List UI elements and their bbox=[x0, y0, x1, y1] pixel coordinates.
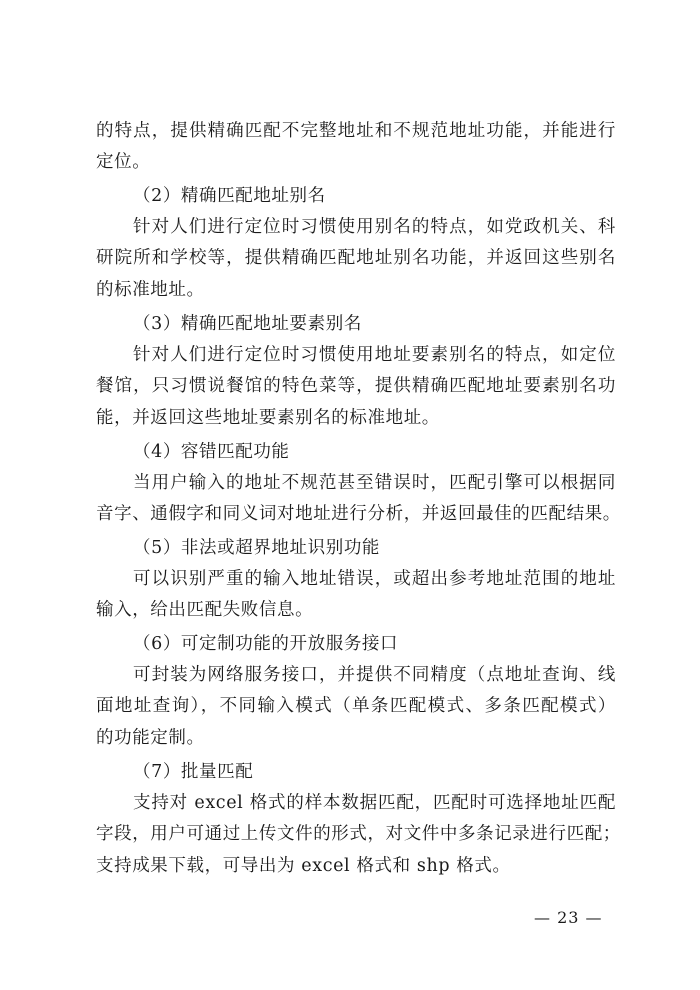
paragraph-line: 研院所和学校等，提供精确匹配地址别名功能，并返回这些别名 bbox=[96, 248, 616, 268]
paragraph-line: 能，并返回这些地址要素别名的标准地址。 bbox=[96, 408, 440, 428]
section-heading: （3）精确匹配地址要素别名 bbox=[133, 314, 362, 334]
paragraph-line: 支持成果下载，可导出为 excel 格式和 shp 格式。 bbox=[96, 856, 511, 876]
paragraph-line: 面地址查询），不同输入模式（单条匹配模式、多条匹配模式） bbox=[96, 696, 616, 716]
paragraph-line: 的特点，提供精确匹配不完整地址和不规范地址功能，并能进行 bbox=[96, 121, 616, 141]
paragraph-line: 当用户输入的地址不规范甚至错误时，匹配引擎可以根据同 bbox=[133, 473, 616, 493]
paragraph-line: 支持对 excel 格式的样本数据匹配，匹配时可选择地址匹配 bbox=[133, 793, 616, 813]
section-heading: （6）可定制功能的开放服务接口 bbox=[133, 634, 399, 654]
paragraph-line: 的标准地址。 bbox=[96, 280, 205, 300]
section-heading: （2）精确匹配地址别名 bbox=[133, 186, 326, 206]
paragraph-line: 针对人们进行定位时习惯使用地址要素别名的特点，如定位 bbox=[133, 345, 616, 365]
page-number: — 23 — bbox=[534, 908, 603, 927]
section-heading: （4）容错匹配功能 bbox=[133, 442, 290, 462]
section-heading: （7）批量匹配 bbox=[133, 762, 254, 782]
paragraph-line: 定位。 bbox=[96, 152, 151, 172]
paragraph-line: 音字、通假字和同义词对地址进行分析，并返回最佳的匹配结果。 bbox=[96, 504, 621, 524]
paragraph-line: 针对人们进行定位时习惯使用别名的特点，如党政机关、科 bbox=[133, 217, 616, 237]
paragraph-line: 可以识别严重的输入地址错误，或超出参考地址范围的地址 bbox=[133, 569, 616, 589]
paragraph-line: 字段，用户可通过上传文件的形式，对文件中多条记录进行匹配； bbox=[96, 824, 621, 844]
section-heading: （5）非法或超界地址识别功能 bbox=[133, 538, 381, 558]
paragraph-line: 可封装为网络服务接口，并提供不同精度（点地址查询、线 bbox=[133, 665, 616, 685]
paragraph-line: 餐馆，只习惯说餐馆的特色菜等，提供精确匹配地址要素别名功 bbox=[96, 376, 616, 396]
paragraph-line: 输入，给出匹配失败信息。 bbox=[96, 600, 314, 620]
paragraph-line: 的功能定制。 bbox=[96, 728, 205, 748]
